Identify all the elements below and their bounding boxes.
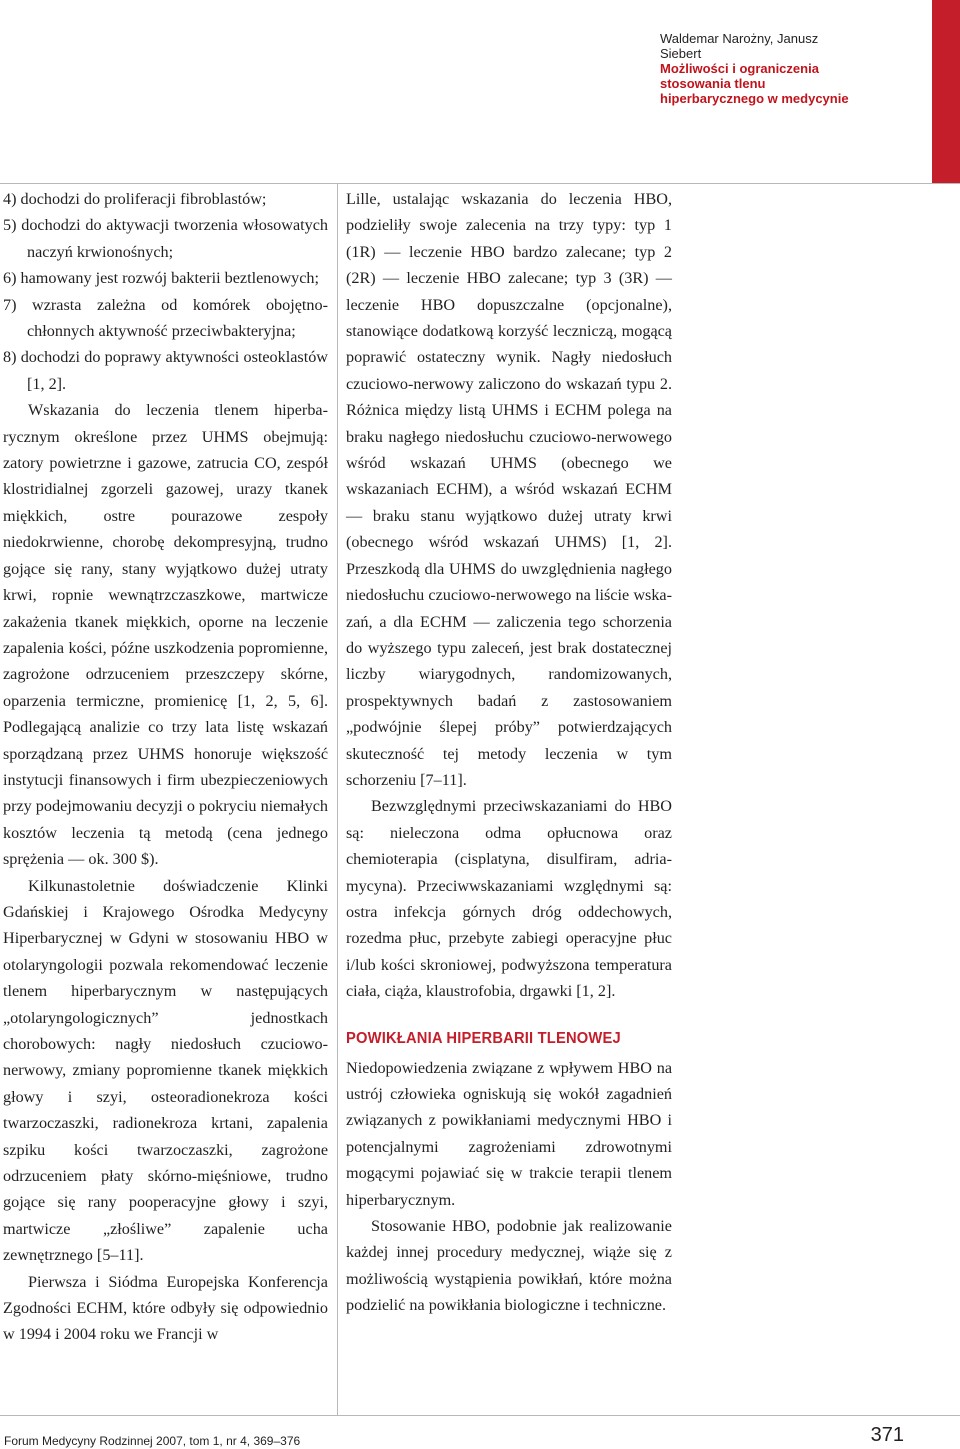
running-header [660,31,860,106]
header-title-line-1: Możliwości i ograniczenia [660,61,819,76]
list-item: 4) dochodzi do proliferacji fibroblastów; [3,190,267,208]
header-title-line-3: hiperbarycznego w medycynie [660,91,849,106]
paragraph-hbo-use: Stosowanie HBO, podobnie jak realizowanie każdej innej procedury medycznej, wiąże się z możliwością wystąpienia powikłań, które można podzielić na powikłania biologiczne i techniczne. [346,1217,672,1315]
list-item: 5) dochodzi do aktywacji tworzenia włosowatych naczyń krwionośnych; [3,216,328,261]
red-accent-bar [932,0,960,183]
right-column [346,186,672,1319]
page-number: 371 [870,1424,904,1446]
list-item: 8) dochodzi do poprawy aktywności osteoklastów [1, 2]. [3,348,328,393]
paragraph-contraindications: Bezwzględnymi przeciwskazaniami do HBO są: nieleczona odma opłucnowa oraz chemioterapia (cisplatyna, disulfiram, adriamycyna). Przeciwwskazaniami względnymi są: ostra infekcja górnych dróg oddechowych, rozedma płuc, przebyte zabiegi operacyjne płuc i/lub kości skroniowej, podwyższona temperatura ciała, ciąża, klaustrofobia, drgawki [1, 2]. [346,797,672,1001]
left-column [3,186,328,1348]
section-heading: POWIKŁANIA HIPERBARII TLENOWEJ [346,1029,621,1047]
header-authors: Waldemar Narożny, Janusz Siebert [660,31,819,61]
paragraph-experience: Kilkunastoletnie doświadczenie Klinki Gdańskiej i Krajowego Ośrodka Medycyny Hiperbarycznej w Gdyni w stosowaniu HBO w otolaryngologii pozwala rekomendować leczenie tlenem hiperbarycznym w następujących „otolaryngologicznych” jednostkach chorobowych: nagły niedosłuch czuciowonerwowy, zmiany popromienne tkanek miękkich głowy i szyi, osteoradionekroza kości twarzoczaszki, radionekroza krtani, zapalenia szpiku kości twarzoczaszki, zagrożone odrzuceniem płaty skórno-mięśniowe, trudno gojące się rany pooperacyjne głowy i szyi, martwicze „złośliwe” zapalenie ucha zewnętrznego [5–11]. [3,876,328,1265]
top-rule [0,183,960,184]
paragraph-indications: Wskazania do leczenia tlenem hiperbarycznym określone przez UHMS obejmują: zatory powietrzne i gazowe, zatrucia CO, zespół klostridialnej zgorzeli gazowej, urazy tkanek miękkich, ostre pourazowe zespoły niedokrwienne, chorobę dekompresyjną, trudno gojące się rany, stany wyjątkowo dużej utraty krwi, ropnie wewnątrzczaszkowe, martwicze zakażenia tkanek miękkich, oporne na leczenie zapalenia kości, późne uszkodzenia popromienne, zagrożone odrzuceniem przeszczepy skórne, oparzenia termiczne, promienicę [1, 2, 5, 6]. Podlegającą analizie co trzy lata listę wskazań sporządzaną przez UHMS honoruje większość instytucji finansowych i firm ubezpieczeniowych przy podejmowaniu decyzji o pokryciu niemałych kosztów leczenia tą metodą (cena jednego sprężenia — ok. 300 $). [3,401,328,869]
paragraph-lille: Lille, ustalając wskazania do leczenia HBO, podzieliły swoje zalecenia na trzy typy: typ 1 (1R) — leczenie HBO bardzo zalecane; typ 2 (2R) — leczenie HBO zalecane; typ 3 (3R) — leczenie HBO dopuszczalne (opcjonalne), stanowiące dodatkową korzyść leczniczą, mogącą poprawić ostateczny wynik. Nagły niedosłuch czuciowo-nerwowy zaliczono do wskazań typu 2. Różnica między listą UHMS i ECHM polega na braku nagłego niedosłuchu czuciowo-nerwowego wśród wskazań UHMS (obecnego we wskazaniach ECHM), a wśród wskazań ECHM — braku stanu wyjątkowo dużej utraty krwi (obecnego wśród wskazań UHMS) [1, 2]. Przeszkodą dla UHMS do uwzględnienia nagłego niedosłuchu czuciowo-nerwowego na liście wskazań, a dla ECHM — zaliczenia tego schorzenia do wyższego typu zaleceń, jest brak dostatecznej liczby wiarygodnych, randomizowanych, prospektywnych badań z zastosowaniem „podwójnie ślepej próby” potwierdzających skuteczność tej metody leczenia w tym schorzeniu [7–11]. [346,190,672,789]
list-item: 6) hamowany jest rozwój bakterii beztlenowych; [3,269,320,288]
header-title-line-2: stosowania tlenu [660,76,766,91]
bottom-rule [0,1415,960,1416]
paragraph-complications: Niedopowiedzenia związane z wpływem HBO na ustrój człowieka ogniskują się wokół zagadnień związanych z powikłaniami medycznymi HBO i potencjalnymi zagrożeniami zdrowotnymi mogącymi pojawiać się w trakcie terapii tlenem hiperbarycznym. [346,1058,672,1209]
column-divider [337,183,338,1415]
paragraph-conference: Pierwsza i Siódma Europejska Konferencja Zgodności ECHM, które odbyły się odpowiednio w 1994 i 2004 roku we Francji w [3,1272,328,1344]
list-item: 7) wzrasta zależna od komórek obojętnochłonnych aktywność przeciwbakteryjna; [3,295,328,341]
footer-citation: Forum Medycyny Rodzinnej 2007, tom 1, nr 4, 369–376 [4,1434,301,1448]
